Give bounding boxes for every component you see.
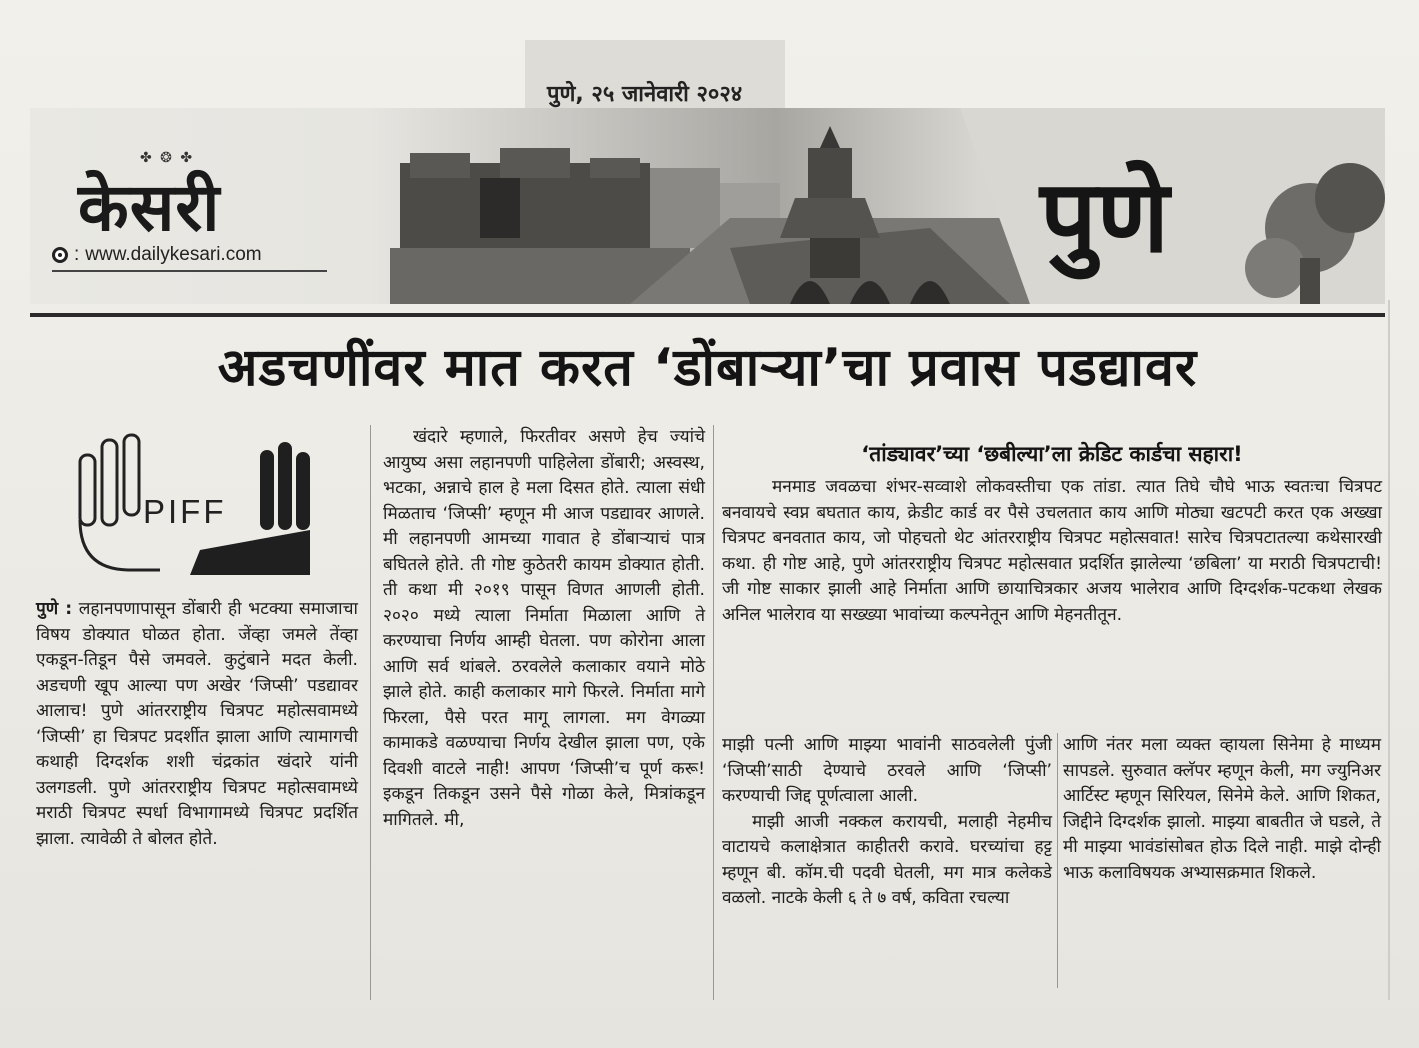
page-edge-rule bbox=[1388, 300, 1390, 1000]
article-paragraph bbox=[36, 597, 358, 852]
headline-rule bbox=[30, 313, 1385, 317]
sidebar-subheadline: ‘तांड्यावर’च्या ‘छबील्या’ला क्रेडिट कार्डचा सहारा! bbox=[861, 442, 1243, 466]
article-paragraph: खंदारे म्हणाले, फिरतीवर असणे हेच ज्यांचे आयुष्य असा लहानपणी पाहिलेला डोंबारी; अस्वस्थ, भटका, अन्नाचे हाल हे मला दिसत होते. त्याला संधी मिळताच ‘जिप्सी’ म्हणून मी आज पडद्यावर आणले. मी लहानपणी आमच्या गावात हे डोंबाऱ्याचं पात्र बघितले होते. ती गोष्ट कुठेतरी कायम डोक्यात होती. ती कथा मी २०१९ पासून विणत आणली होती. २०२० मध्ये त्याला निर्माता मिळाला आणि ते करण्याचा निर्णय आम्ही घेतला. पण कोरोना आला आणि सर्व थांबले. ठरवलेले कलाकार वयाने मोठे झाले होते. काही कलाकार मागे फिरले. निर्माता मागे फिरला, पैसे परत मागू लागला. मग वेगळ्या कामाकडे वळण्याचा निर्णय देखील झाला पण, एके दिवशी वाटले नाही! आपण ‘जिप्सी’च पूर्ण करू! इकडून तिकडून उसने पैसे गोळा केले, मित्रांकडून मागितले. मी, bbox=[383, 427, 705, 830]
article-column-4 bbox=[1063, 733, 1381, 886]
article-paragraph: माझी पत्नी आणि माझ्या भावांनी साठवलेली पुंजी ‘जिप्सी’साठी देण्याचे ठरवले आणि ‘जिप्सी’ करण्याची जिद्द पूर्णत्वाला आली. bbox=[722, 735, 1052, 806]
dateline: पुणे, २५ जानेवारी २०२४ bbox=[547, 82, 743, 107]
headline: अडचणींवर मात करत ‘डोंबाऱ्या’चा प्रवास पडद्यावर bbox=[217, 338, 1198, 398]
website-line bbox=[52, 244, 262, 266]
dateline-place: पुणे : bbox=[36, 599, 73, 619]
globe-icon bbox=[52, 247, 68, 263]
article-paragraph: माझी आजी नक्कल करायची, मलाही नेहमीच वाटायचे कलाक्षेत्रात काहीतरी करावे. घरच्यांचा हट्ट म्हणून बी. कॉम.ची पदवी घेतली, मग मात्र कलेकडे वळलो. नाटके केली ६ ते ७ वर्ष, कविता रचल्या bbox=[722, 811, 1052, 908]
column-divider bbox=[1057, 733, 1058, 988]
city-name: पुणे bbox=[1040, 158, 1170, 275]
website-url: www.dailykesari.com bbox=[85, 244, 262, 265]
column-divider bbox=[713, 425, 714, 1000]
website-underline bbox=[52, 270, 327, 272]
article-column-1 bbox=[36, 597, 358, 852]
masthead-banner bbox=[30, 108, 1385, 304]
column-divider bbox=[370, 425, 371, 1000]
website-colon: : bbox=[74, 244, 80, 265]
newspaper-logo: केसरी bbox=[78, 169, 221, 246]
piff-logo-text: PIFF bbox=[143, 493, 227, 530]
article-column-2 bbox=[383, 425, 705, 833]
article-column-3 bbox=[722, 733, 1052, 912]
article-paragraph: आणि नंतर मला व्यक्त व्हायला सिनेमा हे माध्यम सापडले. सुरुवात क्लॅपर म्हणून केली, मग ज्युनिअर आर्टिस्ट म्हणून सिरियल, सिनेमे केले. आणि शिकत, जिद्दीने दिग्दर्शक झालो. माझ्या बाबतीत जे घडले, ते मी माझ्या भावंडांसोबत होऊ दिले नाही. माझे दोन्ही भाऊ कलाविषयक अभ्यासक्रमात शिकले. bbox=[1063, 735, 1381, 883]
dateline-box bbox=[525, 40, 785, 116]
article-text: लहानपणापासून डोंबारी ही भटक्या समाजाचा विषय डोक्यात घोळत होता. जेंव्हा जमले तेंव्हा एकडून-तिडून पैसे जमवले. कुटुंबाने मदत केली. अडचणी खूप आल्या पण अखेर ‘जिप्सी’ पडद्यावर आलाच! पुणे आंतरराष्ट्रीय चित्रपट महोत्सवामध्ये ‘जिप्सी’ हा चित्रपट प्रदर्शीत झाला आणि त्यामागची कथाही दिग्दर्शक शशी चंद्रकांत खंदारे यांनी उलगडली. पुणे आंतरराष्ट्रीय चित्रपट महोत्सवामध्ये मराठी चित्रपट स्पर्धा विभागामध्ये चित्रपट प्रदर्शित झाला. त्यावेळी ते बोलत होते. bbox=[36, 599, 359, 849]
logo-ornament: ✤ ❂ ✤ bbox=[140, 150, 195, 166]
city-skyline-image bbox=[30, 108, 1385, 304]
sidebar-intro: मनमाड जवळचा शंभर-सव्वाशे लोकवस्तीचा एक तांडा. त्यात तिघे चौघे भाऊ स्वतःचा चित्रपट बनवायचे स्वप्न बघतात काय, क्रेडीट कार्ड वर पैसे उचलतात काय आणि मोठ्या खटपटी करत एक अख्खा चित्रपट बनवतात काय, जो पोहचतो थेट आंतरराष्ट्रीय चित्रपट महोत्सवात! सारेच चित्रपटातल्या कथेसारखी कथा. ही गोष्ट आहे, पुणे आंतरराष्ट्रीय चित्रपट महोत्सवात प्रदर्शित झालेल्या ‘छबिला’ या मराठी चित्रपटाची! जी गोष्ट साकार झाली आहे निर्माता आणि छायाचित्रकार अजय भालेराव आणि दिग्दर्शक-पटकथा लेखक अनिल भालेराव या सख्ख्या भावांच्या कल्पनेतून आणि मेहनतीतून. bbox=[722, 477, 1382, 625]
